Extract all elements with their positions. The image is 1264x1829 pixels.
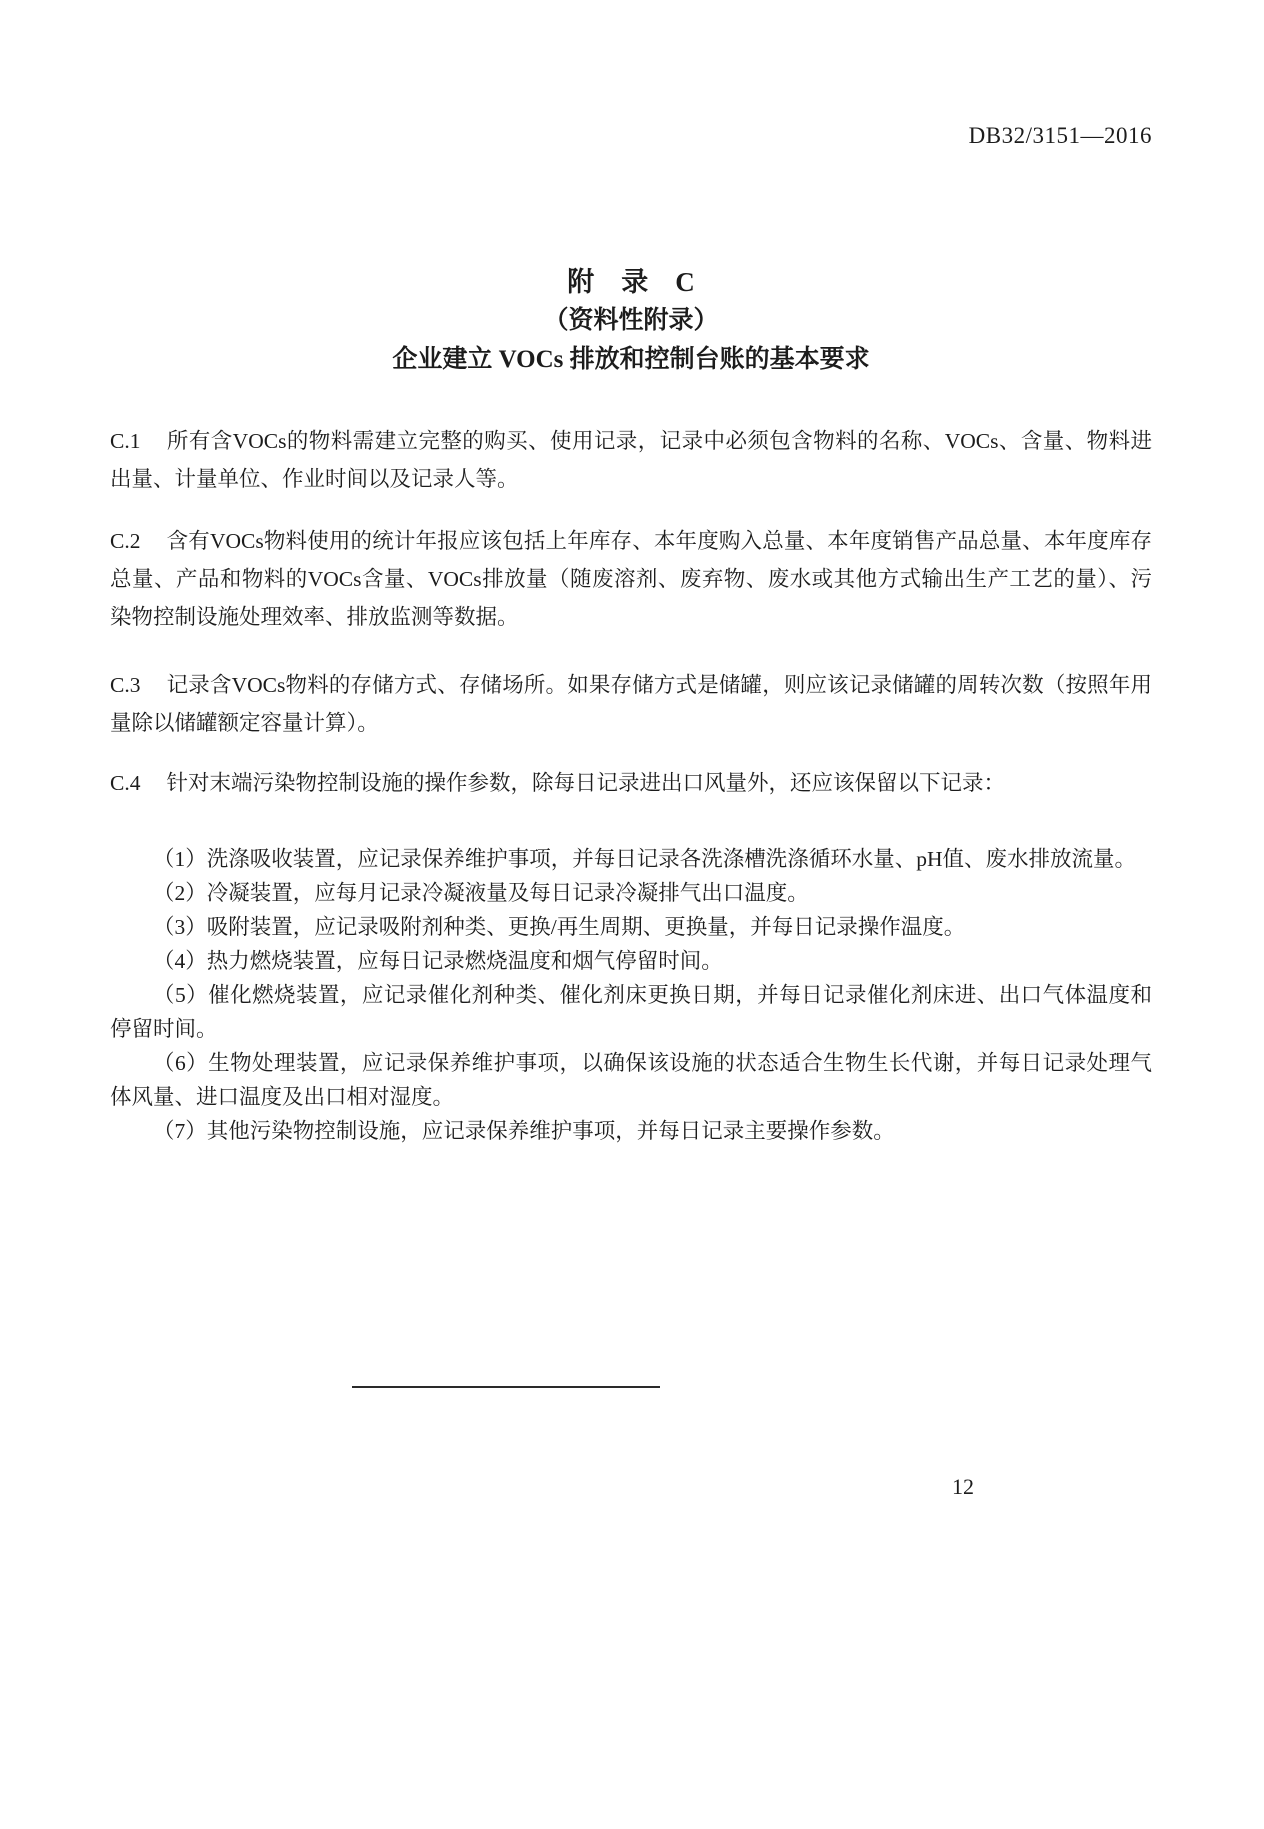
record-requirements-list — [110, 842, 1152, 1148]
page-number: 12 — [952, 1474, 974, 1499]
list-text: 冷凝装置，应每月记录冷凝液量及每日记录冷凝排气出口温度。 — [206, 881, 809, 905]
clause-text: 所有含VOCs的物料需建立完整的购买、使用记录，记录中必须包含物料的名称、VOCs、含量、物料进出量、计量单位、作业时间以及记录人等。 — [110, 429, 1152, 491]
list-text: 吸附装置，应记录吸附剂种类、更换/再生周期、更换量，并每日记录操作温度。 — [206, 915, 966, 939]
clause-text: 记录含VOCs物料的存储方式、存储场所。如果存储方式是储罐，则应该记录储罐的周转次数（按照年用量除以储罐额定容量计算）。 — [110, 673, 1152, 735]
clause-label: C.2 — [110, 529, 141, 553]
list-marker: （7） — [153, 1119, 207, 1143]
document-end-separator-line — [352, 1386, 660, 1388]
clause-label: C.1 — [110, 429, 141, 453]
paragraph-c1 — [110, 422, 1152, 498]
clause-text: 针对末端污染物控制设施的操作参数，除每日记录进出口风量外，还应该保留以下记录： — [166, 771, 1005, 795]
list-item-1 — [110, 842, 1152, 876]
paragraph-c2 — [110, 522, 1152, 636]
list-text: 热力燃烧装置，应每日记录燃烧温度和烟气停留时间。 — [206, 949, 723, 973]
list-marker: （4） — [153, 949, 207, 973]
list-marker: （5） — [153, 983, 209, 1007]
list-marker: （2） — [153, 881, 207, 905]
standard-number: DB32/3151—2016 — [968, 123, 1152, 148]
list-item-3 — [110, 910, 1152, 944]
list-marker: （3） — [153, 915, 207, 939]
list-text: 洗涤吸收装置，应记录保养维护事项，并每日记录各洗涤槽洗涤循环水量、pH值、废水排放流量。 — [206, 847, 1137, 871]
list-marker: （1） — [153, 847, 207, 871]
clause-label: C.4 — [110, 771, 141, 795]
clause-label: C.3 — [110, 673, 141, 697]
list-text: 催化燃烧装置，应记录催化剂种类、催化剂床更换日期，并每日记录催化剂床进、出口气体温度和停留时间。 — [110, 983, 1152, 1041]
paragraph-c3 — [110, 666, 1152, 742]
page-content — [110, 0, 1152, 1148]
list-item-2 — [110, 876, 1152, 910]
list-item-5 — [110, 978, 1152, 1046]
list-text: 生物处理装置，应记录保养维护事项，以确保该设施的状态适合生物生长代谢，并每日记录处理气体风量、进口温度及出口相对湿度。 — [110, 1051, 1152, 1109]
appendix-title-block — [110, 265, 1152, 376]
appendix-subtitle-informative: （资料性附录） — [543, 307, 719, 334]
appendix-heading: 企业建立 VOCs 排放和控制台账的基本要求 — [392, 346, 870, 373]
appendix-title: 附 录 C — [567, 267, 695, 297]
list-item-7 — [110, 1114, 1152, 1148]
list-item-6 — [110, 1046, 1152, 1114]
list-item-4 — [110, 944, 1152, 978]
clause-text: 含有VOCs物料使用的统计年报应该包括上年库存、本年度购入总量、本年度销售产品总量、本年度库存总量、产品和物料的VOCs含量、VOCs排放量（随废溶剂、废弃物、废水或其他方式输出生产工艺的量）、污染物控制设施处理效率、排放监测等数据。 — [110, 529, 1152, 629]
list-text: 其他污染物控制设施，应记录保养维护事项，并每日记录主要操作参数。 — [206, 1119, 895, 1143]
paragraph-c4 — [110, 764, 1152, 802]
list-marker: （6） — [153, 1051, 209, 1075]
